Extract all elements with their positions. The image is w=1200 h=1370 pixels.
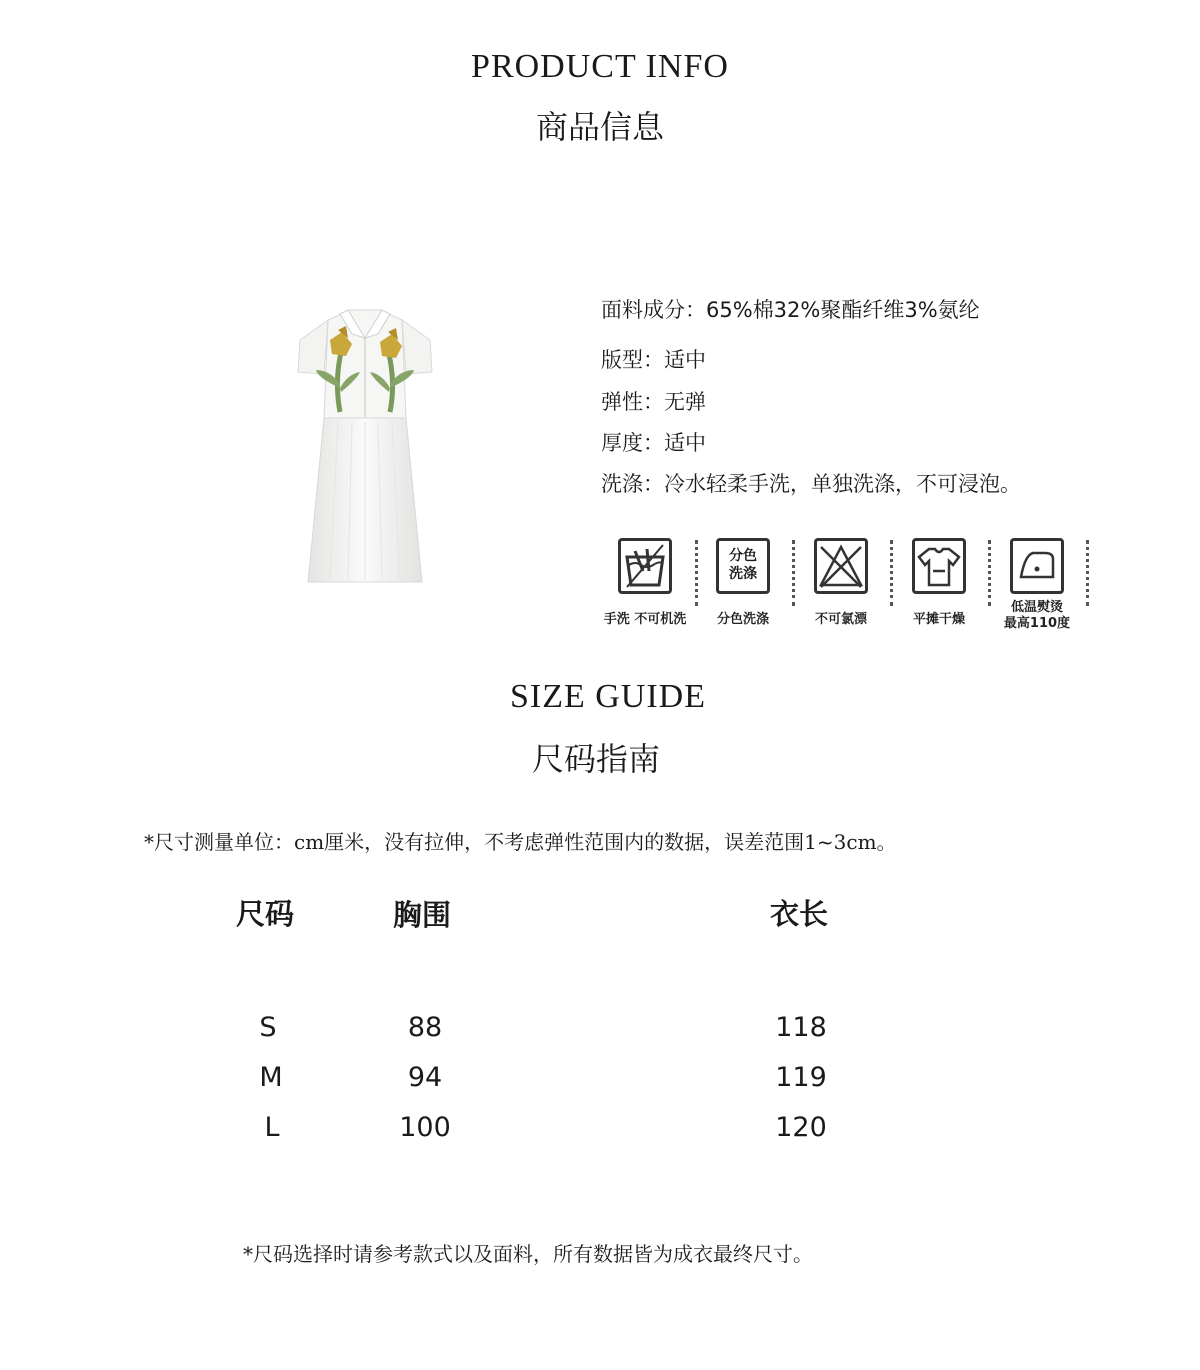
care-low-iron — [992, 538, 1082, 632]
size-guide-title-en: SIZE GUIDE — [509, 678, 707, 715]
table-cell-length: 118 — [775, 1012, 827, 1043]
dress-image — [290, 300, 440, 590]
detail-separator: ： — [643, 348, 664, 372]
flat-dry-icon — [912, 538, 966, 594]
size-note-bottom: *尺码选择时请参考款式以及面料，所有数据皆为成衣最终尺寸。 — [243, 1242, 813, 1266]
care-divider — [1086, 540, 1089, 606]
detail-washing-label: 洗涤 — [601, 472, 643, 496]
care-divider — [890, 540, 893, 606]
separate-wash-icon — [716, 538, 770, 594]
care-low-iron-label-line1: 低温熨烫 — [1010, 600, 1063, 615]
table-cell-bust: 88 — [407, 1012, 443, 1043]
table-header-bust: 胸围 — [393, 898, 452, 932]
detail-washing-value: 冷水轻柔手洗，单独洗涤，不可浸泡。 — [664, 472, 1021, 496]
detail-elasticity-value: 无弹 — [664, 390, 706, 414]
low-iron-icon — [1010, 538, 1064, 594]
care-hand-wash-label: 手洗 不可机洗 — [603, 612, 687, 627]
care-hand-wash — [600, 538, 690, 627]
table-cell-bust: 100 — [399, 1112, 451, 1143]
care-no-bleach-label: 不可氯漂 — [814, 612, 867, 627]
detail-separator: ： — [685, 298, 706, 322]
detail-elasticity — [601, 386, 706, 416]
detail-washing — [601, 468, 1021, 498]
care-flat-dry — [894, 538, 984, 627]
care-divider — [988, 540, 991, 606]
hand-wash-icon — [618, 538, 672, 594]
table-cell-size: S — [259, 1012, 277, 1043]
product-info-title-cn: 商品信息 — [535, 108, 664, 146]
detail-thickness-label: 厚度 — [601, 431, 643, 455]
care-separate-wash-label: 分色洗涤 — [716, 612, 769, 627]
no-bleach-icon — [814, 538, 868, 594]
separate-wash-box-text-2: 洗涤 — [729, 566, 757, 582]
detail-fit — [601, 344, 706, 374]
detail-separator: ： — [643, 390, 664, 414]
detail-separator: ： — [643, 431, 664, 455]
detail-thickness — [601, 427, 706, 457]
care-divider — [792, 540, 795, 606]
care-no-bleach — [796, 538, 886, 627]
table-cell-length: 119 — [775, 1062, 827, 1093]
table-cell-length: 120 — [775, 1112, 827, 1143]
detail-thickness-value: 适中 — [664, 431, 706, 455]
table-cell-bust: 94 — [407, 1062, 443, 1093]
detail-fabric-label: 面料成分 — [601, 298, 685, 322]
care-low-iron-label-line2: 最高110度 — [1003, 616, 1071, 631]
detail-separator: ： — [643, 472, 664, 496]
table-header-size: 尺码 — [236, 897, 295, 931]
care-low-iron-label — [992, 600, 1082, 632]
size-guide-title-cn: 尺码指南 — [531, 740, 660, 778]
dress-illustration-icon — [290, 300, 440, 590]
table-cell-size: M — [259, 1062, 283, 1093]
product-info-title-en: PRODUCT INFO — [471, 48, 729, 85]
detail-fabric-value: 65%棉32%聚酯纤维3%氨纶 — [706, 298, 980, 322]
table-cell-size: L — [264, 1112, 280, 1143]
size-note-top: *尺寸测量单位：cm厘米，没有拉伸，不考虑弹性范围内的数据，误差范围1~3cm。 — [144, 830, 897, 854]
detail-fit-value: 适中 — [664, 348, 706, 372]
separate-wash-box-text-1: 分色 — [729, 548, 757, 564]
care-separate-wash — [698, 538, 788, 627]
detail-fabric — [601, 294, 980, 324]
detail-elasticity-label: 弹性 — [601, 390, 643, 414]
care-flat-dry-label: 平摊干燥 — [912, 612, 965, 627]
detail-fit-label: 版型 — [601, 348, 643, 372]
table-header-length: 衣长 — [770, 897, 829, 931]
